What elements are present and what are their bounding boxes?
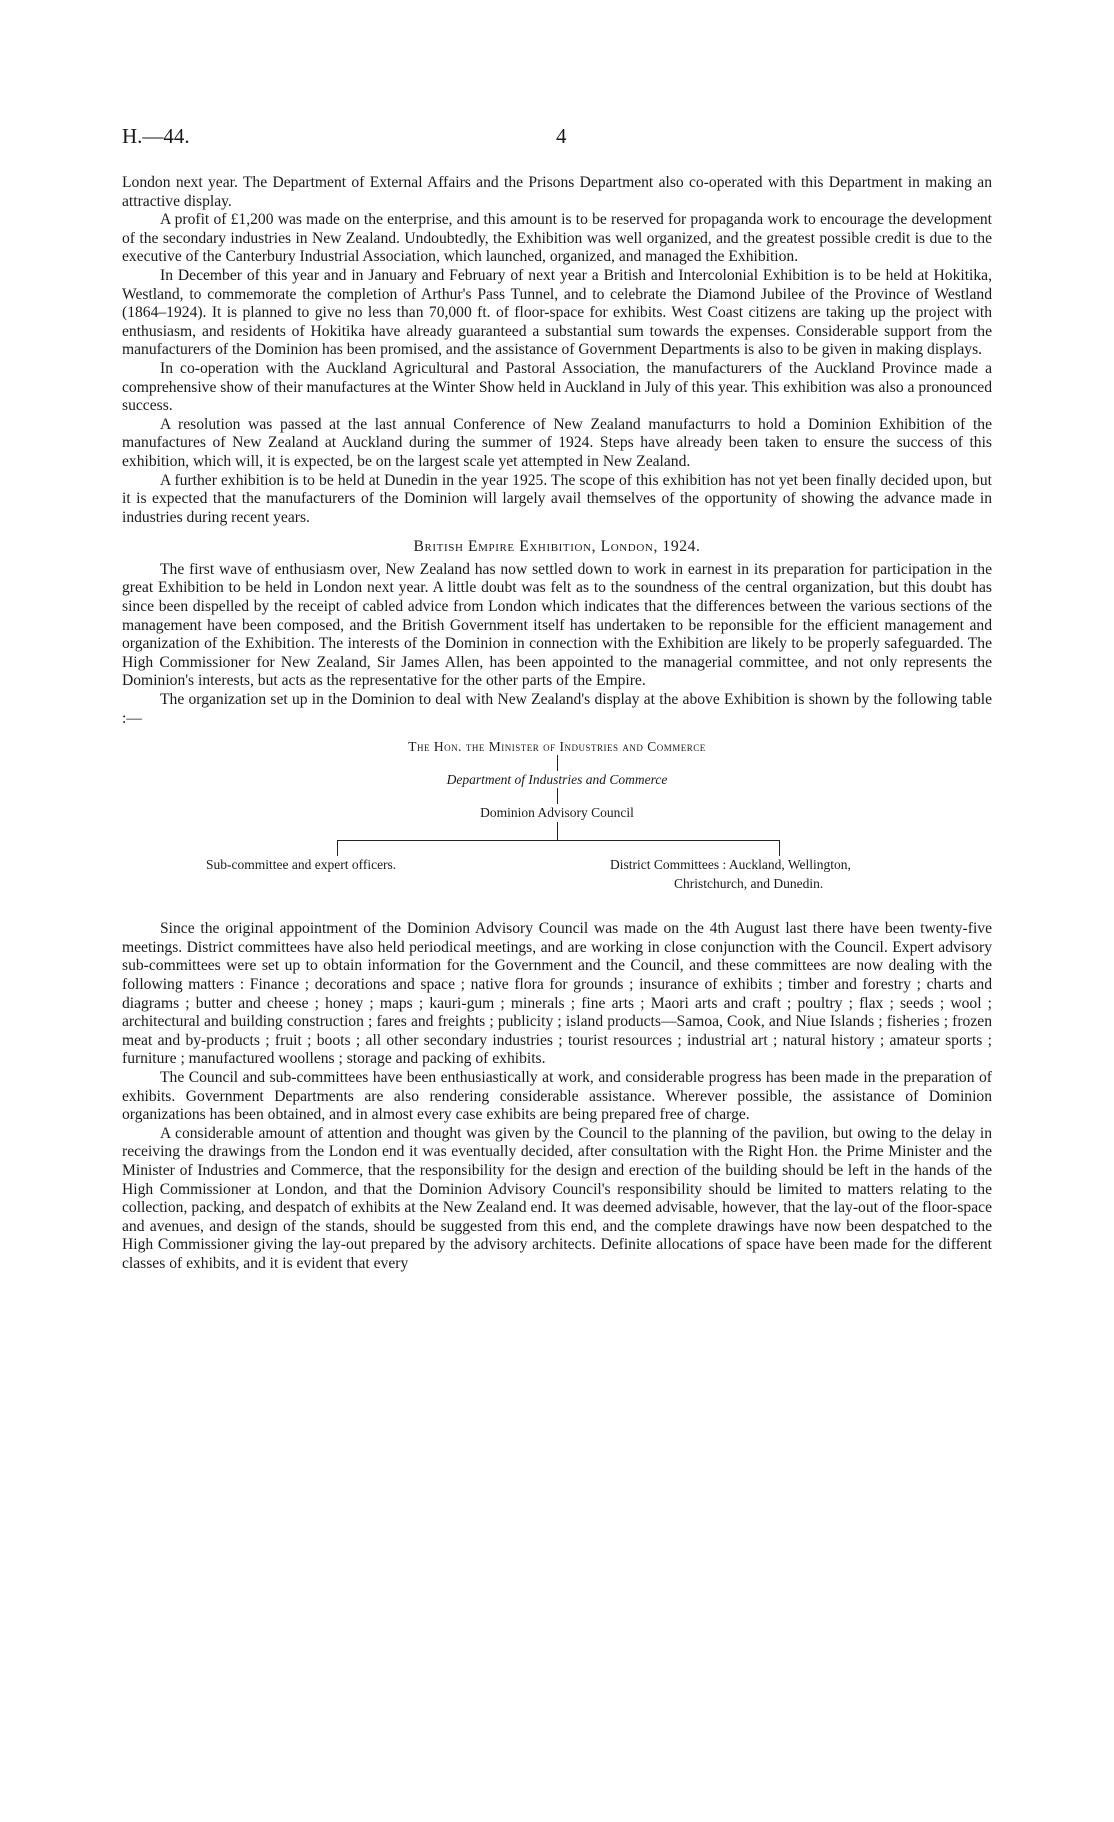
paragraph: A resolution was passed at the last annual Conference of New Zealand manufacturrs to hold a Dominion Exhibition of the manufactures of New Zealand at Auckland during the summer of 1924. Steps have already been taken to ensure the success of this exhibition, which will, it is expected, be on the largest scale yet attempted in New Zealand. <box>122 415 992 470</box>
paragraph: The Council and sub-committees have been enthusiastically at work, and considerable progress has been made in the preparation of exhibits. Government Departments are also rendering considerable assistance. Wherever possible, the assistance of Dominion organizations has been obtained, and in almost every case exhibits are being prepared free of charge. <box>122 1068 992 1124</box>
chart-connector <box>557 822 558 840</box>
page-number: 4 <box>556 124 567 148</box>
paragraph: The organization set up in the Dominion to deal with New Zealand's display at the above Exhibition is shown by the following table :— <box>122 691 992 727</box>
chart-node-department: Department of Industries and Commerce <box>446 772 668 788</box>
paragraph: A further exhibition is to be held at Dunedin in the year 1925. The scope of this exhibition has not yet been finally decided upon, but it is expected that the manufacturers of the Dominion will largely avail themselves of the opportunity of showing the advance made in industries during recent years. <box>122 471 992 526</box>
chart-node-council: Dominion Advisory Council <box>480 805 634 821</box>
paragraph: In December of this year and in January and February of next year a British and Intercolonial Exhibition is to be held at Hokitika, Westland, to commemorate the completion of Arthur's Pass Tunnel, and to celebrate the Diamond Jubilee of the Province of Westland (1864–1924). It is planned to give no less than 70,000 ft. of floor-space for exhibits. West Coast citizens are taking up the project with enthusiasm, and residents of Hokitika have already guaranteed a substantial sum towards the expenses. Considerable support from the manufacturers of the Dominion has been promised, and the assistance of Government Departments is also to be given in making displays. <box>122 266 992 359</box>
chart-connector <box>557 788 558 804</box>
district-line-1: Auckland, Wellington, <box>728 857 851 873</box>
district-label: District Committees : <box>610 857 727 873</box>
paragraph: A profit of £1,200 was made on the enterprise, and this amount is to be reserved for propaganda work to encourage the development of the secondary industries in New Zealand. Undoubtedly, the Exhibition was well organized, and the greatest possible credit is due to the executive of the Canterbury Industrial Association, which launched, organized, and managed the Exhibition. <box>122 211 992 266</box>
page-header <box>122 124 992 154</box>
paragraph: A considerable amount of attention and thought was given by the Council to the planning of the pavilion, but owing to the delay in receiving the drawings from the London end it was eventually decided, after consultation with the Right Hon. the Prime Minister and the Minister of Industries and Commerce, that the responsibility for the design and erection of the building should be left in the hands of the High Commissioner at London, and that the Dominion Advisory Council's responsibility should be limited to matters relating to the collection, packing, and despatch of exhibits at the New Zealand end. It was deemed advisable, however, that the lay-out of the floor-space and avenues, and design of the stands, should be suggested from this end, and the complete drawings have now been despatched to the High Commissioner giving the lay-out prepared by the advisory architects. Definite allocations of space have been made for the different classes of exhibits, and it is evident that every <box>122 1124 992 1272</box>
paragraph: The first wave of enthusiasm over, New Zealand has now settled down to work in earnest in its preparation for participation in the great Exhibition to be held in London next year. A little doubt was felt as to the soundness of the central organization, but this doubt has since been dispelled by the receipt of cabled advice from London which indicates that the differences between the various sections of the management have been composed, and the British Government itself has undertaken to be reponsible for the efficient management and organization of the Exhibition. The interests of the Dominion in connection with the Exhibition are likely to be properly safeguarded. The High Commissioner for New Zealand, Sir James Allen, has been appointed to the managerial committee, and not only represents the Dominion's interests, but acts as the representative for the other parts of the Empire. <box>122 560 992 690</box>
chart-node-district-committees <box>610 856 970 893</box>
chart-connector <box>779 840 780 856</box>
chart-connector <box>557 755 558 771</box>
page-body <box>122 174 992 1274</box>
paragraph: In co-operation with the Auckland Agricultural and Pastoral Association, the manufacturers of the Auckland Province made a comprehensive show of their manufactures at the Winter Show held in Auckland in July of this year. This exhibition was also a pronounced success. <box>122 359 992 415</box>
chart-node-minister: The Hon. the Minister of Industries and Commerce <box>408 739 706 755</box>
district-line-2: Christchurch, and Dunedin. <box>674 875 824 891</box>
chart-connector <box>337 840 338 856</box>
paragraph: Since the original appointment of the Dominion Advisory Council was made on the 4th August last there have been twenty-five meetings. District committees have also held periodical meetings, and are working in close conjunction with the Council. Expert advisory sub-committees were set up to obtain information for the Government and the Council, and these committees are now dealing with the following matters : Finance ; decorations and space ; native flora for grounds ; insurance of exhibits ; timber and forestry ; charts and diagrams ; butter and cheese ; honey ; maps ; kauri-gum ; minerals ; fine arts ; Maori arts and craft ; poultry ; flax ; seeds ; wool ; architectural and building construction ; fares and freights ; publicity ; island products—Samoa, Cook, and Niue Islands ; fisheries ; frozen meat and by-products ; fruit ; boots ; all other secondary industries ; tourist resources ; industrial art ; natural history ; amateur sports ; furniture ; manufactured woollens ; storage and packing of exhibits. <box>122 920 992 1068</box>
section-heading: British Empire Exhibition, London, 1924. <box>413 538 701 556</box>
organization-chart <box>122 738 992 908</box>
paragraph: London next year. The Department of External Affairs and the Prisons Department also co-operated with this Department in making an attractive display. <box>122 174 992 210</box>
chart-node-subcommittee: Sub-committee and expert officers. <box>206 857 397 873</box>
document-code: H.—44. <box>122 124 190 148</box>
chart-branch-line <box>337 840 780 841</box>
